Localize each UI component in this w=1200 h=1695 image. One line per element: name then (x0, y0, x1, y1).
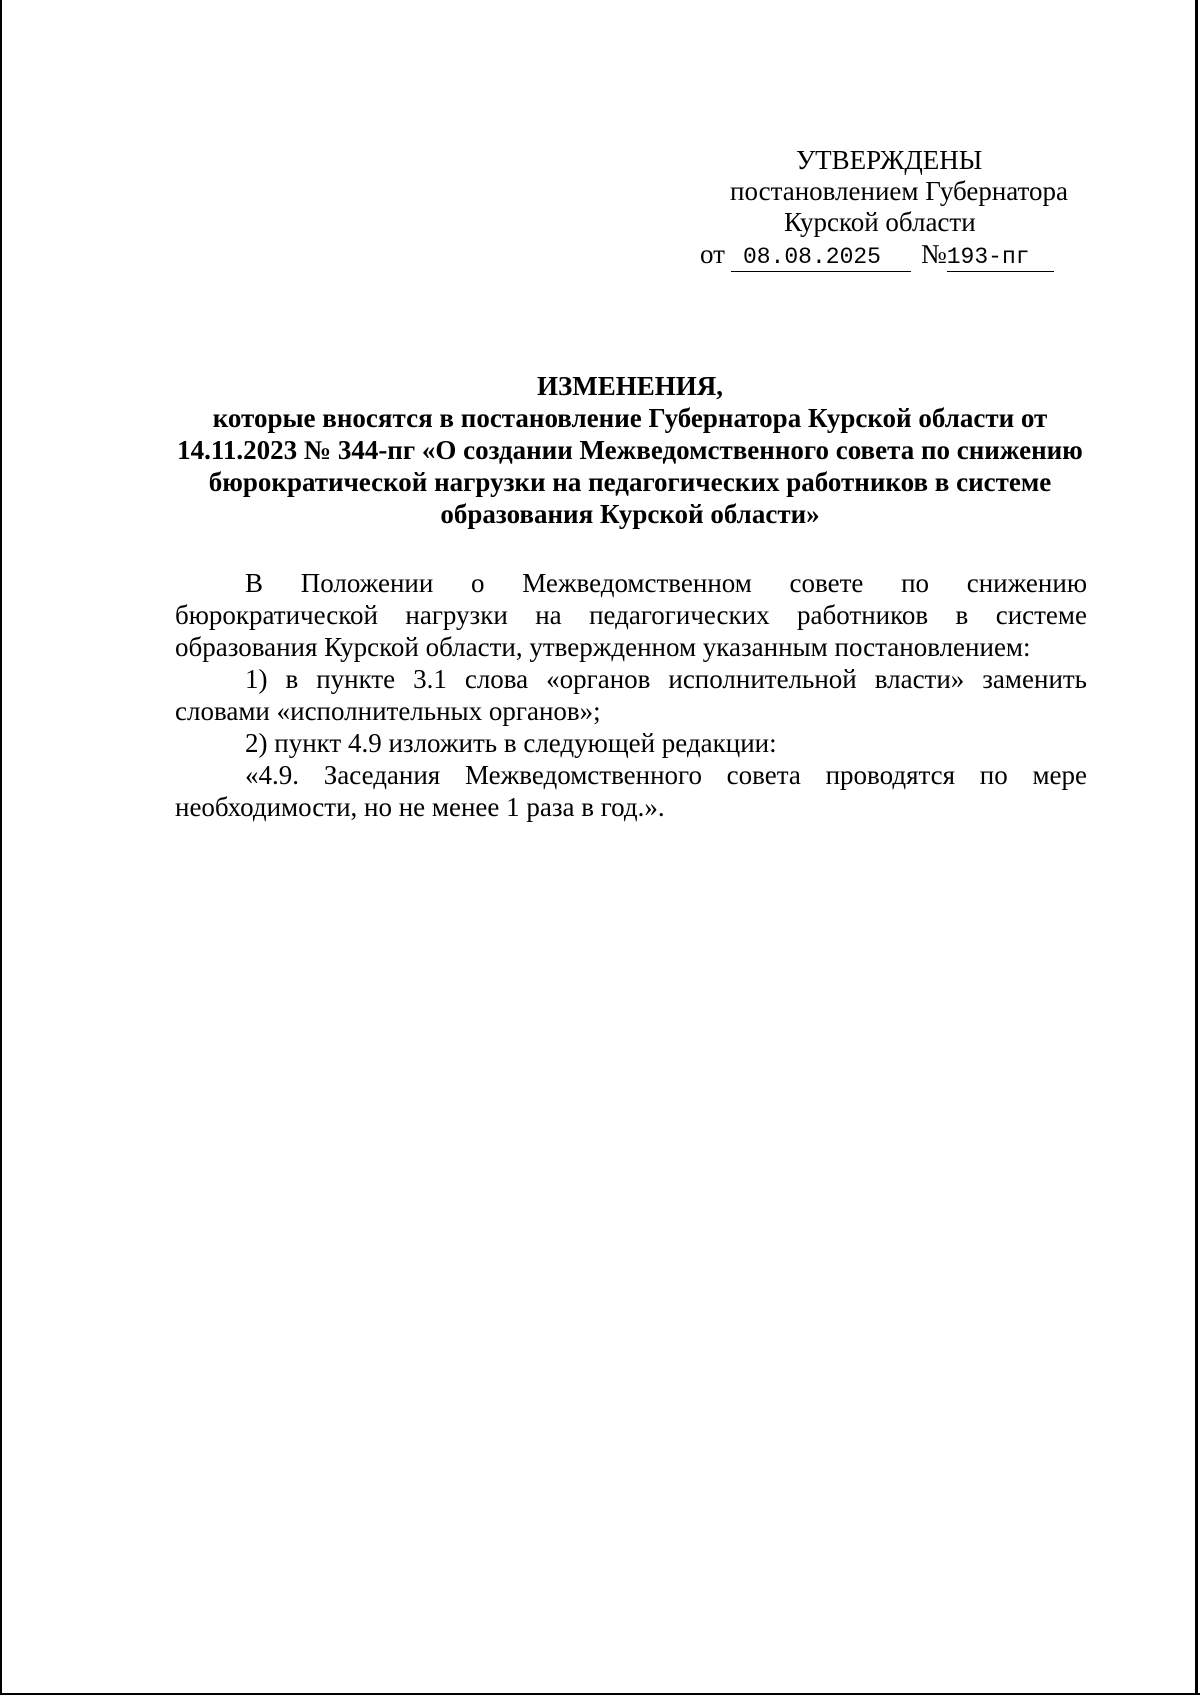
approval-number: 193-пг (947, 244, 1054, 272)
from-label: от (700, 239, 725, 269)
approval-title: УТВЕРЖДЕНЫ (796, 145, 983, 175)
approval-date-line (700, 239, 1054, 272)
body-paragraph: В Положении о Межведомственном совете по снижению бюрократической нагрузки на педагогических работников в системе образования Курской области, утвержденном указанным постановлением: (175, 568, 1087, 662)
scan-edge-left (0, 0, 2, 1695)
approval-date: 08.08.2025 (731, 244, 911, 272)
document-subheading: которые вносятся в постановление Губернатора Курской области от 14.11.2023 № 344-пг «О создании Межведомственного совета по снижению бюрократической нагрузки на педагогических работников в системе образования Курской области» (177, 403, 1083, 529)
document-heading: ИЗМЕНЕНИЯ, (536, 371, 723, 401)
body-paragraph: 2) пункт 4.9 изложить в следующей редакции: (245, 728, 777, 758)
scan-edge-right (1195, 0, 1198, 1695)
approval-region: Курской области (784, 207, 976, 237)
approval-issuer: постановлением Губернатора (730, 176, 1068, 206)
number-label: № (920, 239, 947, 269)
body-paragraph: «4.9. Заседания Межведомственного совета проводятся по мере необходимости, но не менее 1 раза в год.». (175, 760, 1087, 822)
document-body (175, 567, 1087, 823)
document-title (175, 370, 1085, 530)
body-paragraph: 1) в пункте 3.1 слова «органов исполнительной власти» заменить словами «исполнительных органов»; (175, 664, 1087, 726)
